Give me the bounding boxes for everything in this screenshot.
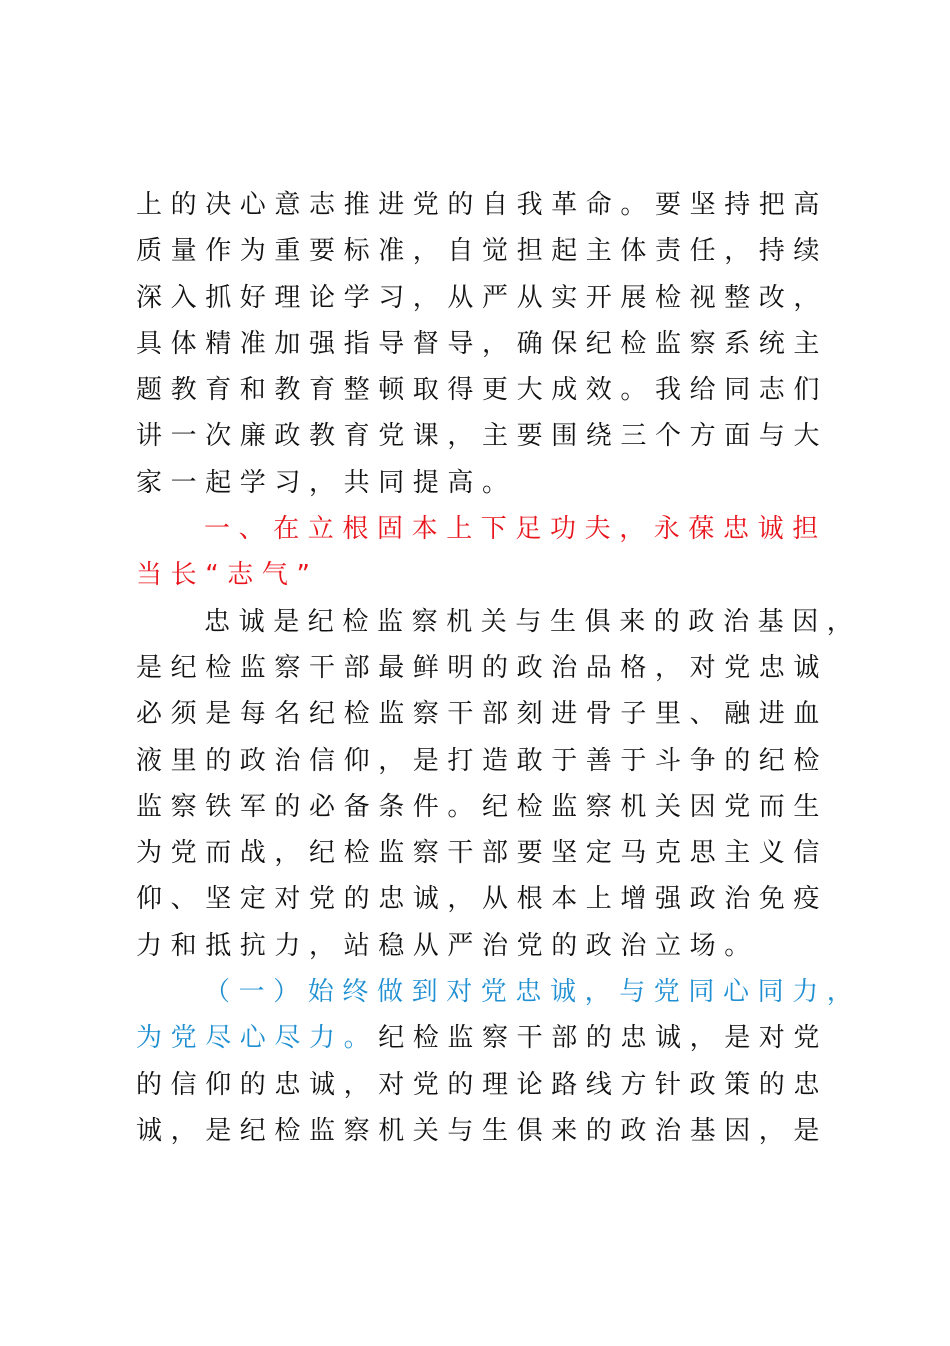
section-heading: 当长“志气” [136, 560, 319, 591]
subsection-heading-line [136, 1015, 829, 1061]
paragraph-line: 力和抵抗力，站稳从严治党的政治立场。 [136, 930, 759, 961]
paragraph-text: 纪检监察干部的忠诚，是对党 [378, 1023, 829, 1054]
paragraph-line: 液里的政治信仰，是打造敢于善于斗争的纪检 [136, 745, 829, 776]
section-heading: 一、在立根固本上下足功夫，永葆忠诚担 [204, 514, 827, 545]
intro-line: 题教育和教育整顿取得更大成效。我给同志们 [136, 375, 829, 406]
paragraph-line: 监察铁军的必备条件。纪检监察机关因党而生 [136, 791, 829, 822]
paragraph-line: 是纪检监察干部最鲜明的政治品格，对党忠诚 [136, 652, 829, 683]
intro-line: 家一起学习，共同提高。 [136, 467, 517, 498]
paragraph-line: 必须是每名纪检监察干部刻进骨子里、融进血 [136, 699, 829, 730]
document-body [136, 182, 862, 1154]
subsection-heading: （一）始终做到对党忠诚，与党同心同力， [204, 977, 862, 1008]
paragraph-line: 仰、坚定对党的忠诚，从根本上增强政治免疫 [136, 884, 829, 915]
intro-line: 深入抓好理论学习，从严从实开展检视整改， [136, 282, 829, 313]
paragraph-line: 的信仰的忠诚，对党的理论路线方针政策的忠 [136, 1069, 829, 1100]
subsection-heading-tail: 为党尽心尽力。 [136, 1023, 379, 1054]
intro-line: 讲一次廉政教育党课，主要围绕三个方面与大 [136, 421, 829, 452]
paragraph-line: 忠诚是纪检监察机关与生俱来的政治基因， [204, 606, 862, 637]
intro-line: 质量作为重要标准，自觉担起主体责任，持续 [136, 236, 829, 267]
intro-line: 具体精准加强指导督导，确保纪检监察系统主 [136, 328, 829, 359]
paragraph-line: 为党而战，纪检监察干部要坚定马克思主义信 [136, 838, 829, 869]
paragraph-line: 诚，是纪检监察机关与生俱来的政治基因，是 [136, 1115, 829, 1146]
intro-line: 上的决心意志推进党的自我革命。要坚持把高 [136, 190, 829, 220]
